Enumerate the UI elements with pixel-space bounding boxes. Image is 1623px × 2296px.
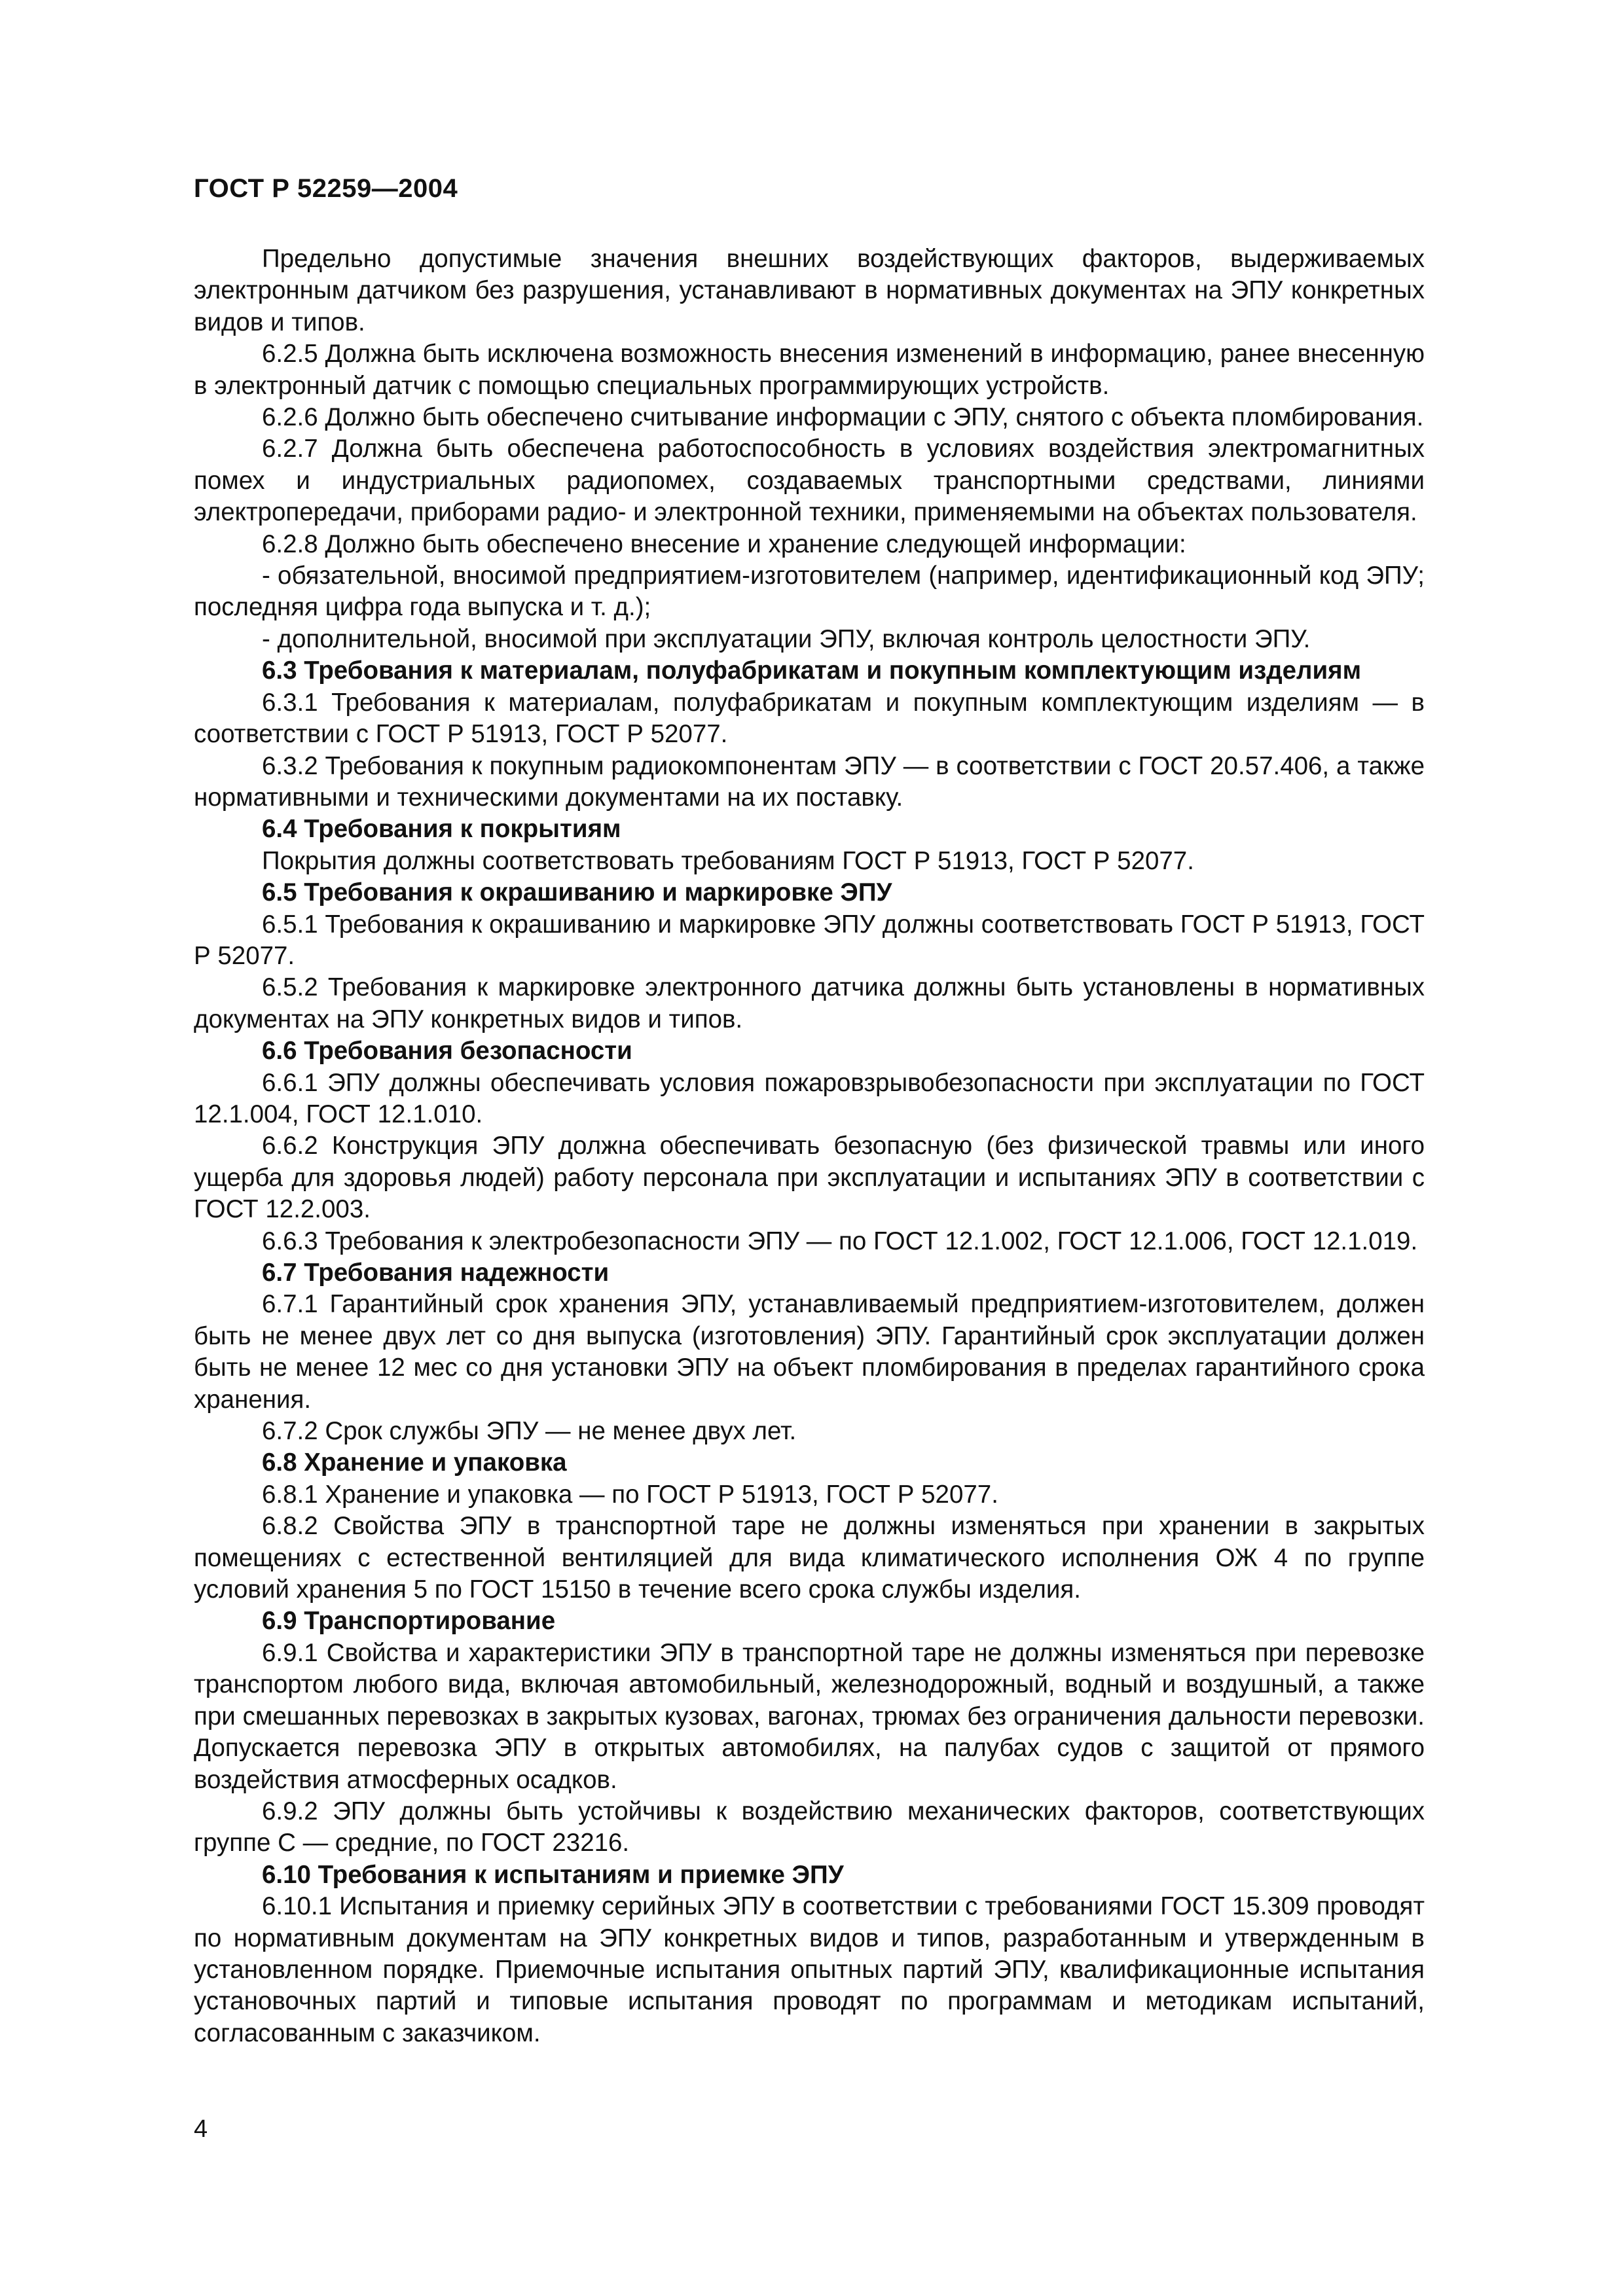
document-body [194,243,1425,2049]
paragraph: 6.9.2 ЭПУ должны быть устойчивы к воздействию механических факторов, соответствующих группе С — средние, по ГОСТ 23216. [194,1797,1425,1857]
paragraph: 6.2.6 Должно быть обеспечено считывание информации с ЭПУ, снятого с объекта пломбирования. [262,403,1424,432]
section-heading: 6.3 Требования к материалам, полуфабрикатам и покупным комплектующим изделиям [262,656,1362,685]
paragraph: 6.2.7 Должна быть обеспечена работоспособность в условиях воздействия электромагнитных помех и индустриальных радиопомех, создаваемых транспортными средствами, линиями электропередачи, приборами радио- и электронной техники, применяемыми на объектах пользователя. [194,435,1425,527]
paragraph: Покрытия должны соответствовать требованиям ГОСТ Р 51913, ГОСТ Р 52077. [262,846,1194,875]
list-item: - дополнительной, вносимой при эксплуатации ЭПУ, включая контроль целостности ЭПУ. [262,624,1311,653]
paragraph: 6.2.5 Должна быть исключена возможность внесения изменений в информацию, ранее внесенную в электронный датчик с помощью специальных программирующих устройств. [194,340,1425,400]
paragraph: 6.8.1 Хранение и упаковка — по ГОСТ Р 51913, ГОСТ Р 52077. [262,1480,998,1509]
paragraph: 6.6.3 Требования к электробезопасности ЭПУ — по ГОСТ 12.1.002, ГОСТ 12.1.006, ГОСТ 12.1.019. [262,1227,1418,1255]
section-heading: 6.5 Требования к окрашиванию и маркировке ЭПУ [262,878,892,907]
paragraph: 6.5.2 Требования к маркировке электронного датчика должны быть установлены в нормативных документах на ЭПУ конкретных видов и типов. [194,973,1425,1033]
paragraph: 6.7.2 Срок службы ЭПУ — не менее двух лет. [262,1417,797,1446]
paragraph: 6.6.2 Конструкция ЭПУ должна обеспечивать безопасную (без физической травмы или иного ущерба для здоровья людей) работу персонала при эксплуатации и испытаниях ЭПУ в соответствии с ГОСТ 12.2.003. [194,1132,1425,1224]
paragraph: 6.9.1 Свойства и характеристики ЭПУ в транспортной таре не должны изменяться при перевозке транспортом любого вида, включая автомобильный, железнодорожный, водный и воздушный, а также при смешанных перевозках в закрытых кузовах, вагонах, трюмах без ограничения дальности перевозки. Допускается перевозка ЭПУ в открытых автомобилях, на палубах судов с защитой от прямого воздействия атмосферных осадков. [194,1638,1425,1794]
paragraph: 6.7.1 Гарантийный срок хранения ЭПУ, устанавливаемый предприятием-изготовителем, должен быть не менее двух лет со дня выпуска (изготовления) ЭПУ. Гарантийный срок эксплуатации должен быть не менее 12 мес со дня установки ЭПУ на объект пломбирования в пределах гарантийного срока хранения. [194,1290,1425,1414]
paragraph: 6.8.2 Свойства ЭПУ в транспортной таре не должны изменяться при хранении в закрытых помещениях с естественной вентиляцией для вида климатического исполнения ОЖ 4 по группе условий хранения 5 по ГОСТ 15150 в течение всего срока службы изделия. [194,1512,1425,1604]
section-heading: 6.8 Хранение и упаковка [262,1448,567,1477]
paragraph: 6.3.2 Требования к покупным радиокомпонентам ЭПУ — в соответствии с ГОСТ 20.57.406, а также нормативными и техническими документами на их поставку. [194,751,1425,812]
section-heading: 6.10 Требования к испытаниям и приемке ЭПУ [262,1860,844,1889]
paragraph: 6.6.1 ЭПУ должны обеспечивать условия пожаровзрывобезопасности при эксплуатации по ГОСТ 12.1.004, ГОСТ 12.1.010. [194,1068,1425,1128]
paragraph: 6.5.1 Требования к окрашиванию и маркировке ЭПУ должны соответствовать ГОСТ Р 51913, ГОСТ Р 52077. [194,910,1425,970]
section-heading: 6.6 Требования безопасности [262,1037,632,1066]
document-header-title: ГОСТ Р 52259—2004 [194,174,458,203]
paragraph: 6.10.1 Испытания и приемку серийных ЭПУ в соответствии с требованиями ГОСТ 15.309 проводят по нормативным документам на ЭПУ конкретных видов и типов, разработанным и утвержденным в установленном порядке. Приемочные испытания опытных партий ЭПУ, квалификационные испытания установочных партий и типовые испытания проводят по программам и методикам испытаний, согласованным с заказчиком. [194,1892,1425,2047]
section-heading: 6.9 Транспортирование [262,1607,556,1636]
page-number: 4 [194,2115,208,2143]
section-heading: 6.7 Требования надежности [262,1259,610,1287]
list-item: - обязательной, вносимой предприятием-изготовителем (например, идентификационный код ЭПУ; последняя цифра года выпуска и т. д.); [194,562,1425,622]
paragraph: 6.3.1 Требования к материалам, полуфабрикатам и покупным комплектующим изделиям — в соответствии с ГОСТ Р 51913, ГОСТ Р 52077. [194,688,1425,749]
section-heading: 6.4 Требования к покрытиям [262,815,621,844]
paragraph: Предельно допустимые значения внешних воздействующих факторов, выдерживаемых электронным датчиком без разрушения, устанавливают в нормативных документах на ЭПУ конкретных видов и типов. [194,245,1425,336]
paragraph: 6.2.8 Должно быть обеспечено внесение и хранение следующей информации: [262,529,1186,558]
